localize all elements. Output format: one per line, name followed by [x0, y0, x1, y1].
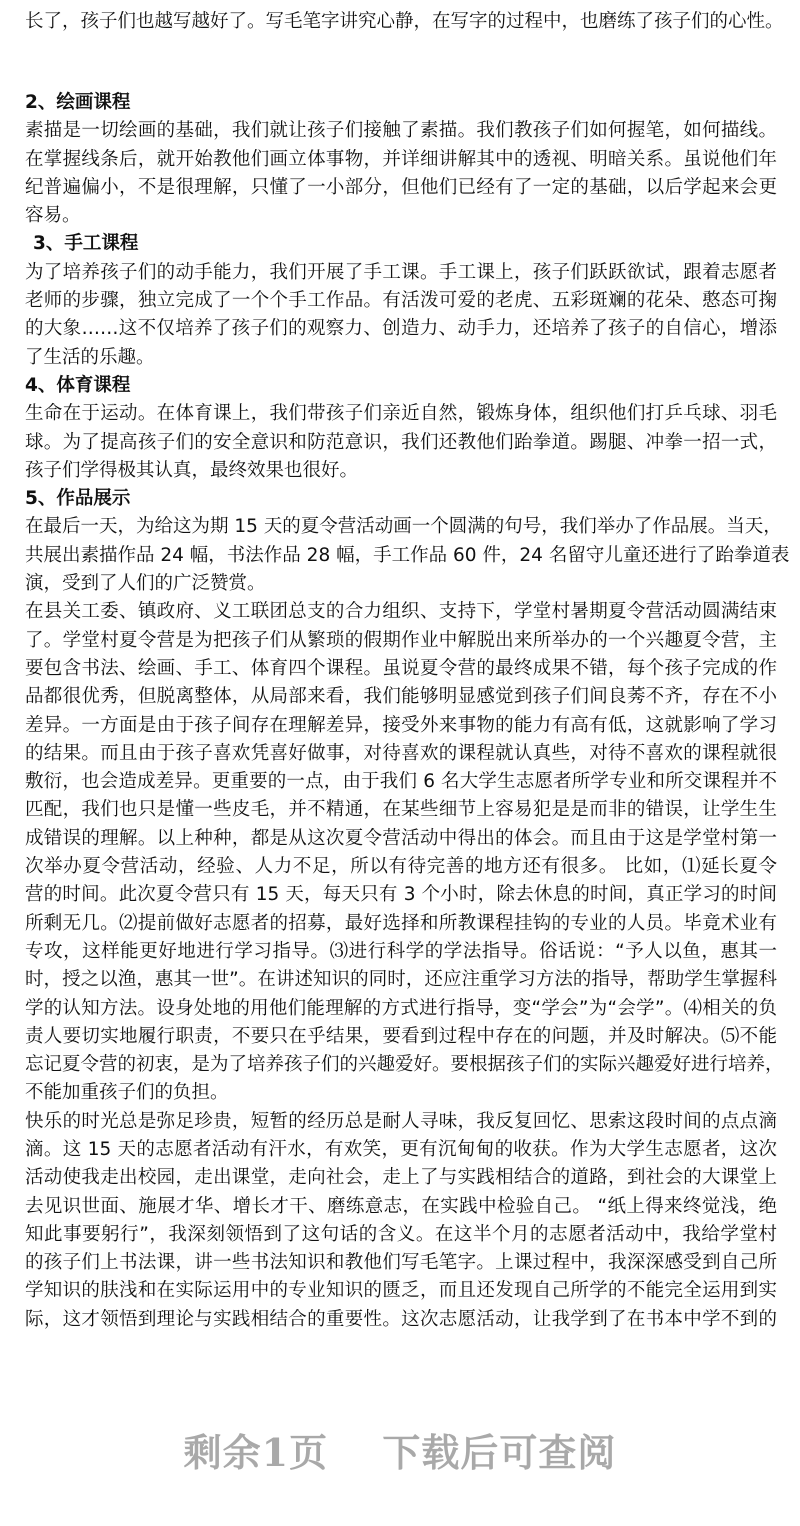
- paragraph-line: 专攻，这样能更好地进行学习指导。⑶进行科学的学法指导。俗话说：“予人以鱼，惠其一: [25, 940, 777, 962]
- paragraph-line: 学知识的肤浅和在实际运用中的专业知识的匮乏，而且还发现自己所学的不能完全运用到实: [25, 1280, 777, 1302]
- paragraph-line: 为了培养孩子们的动手能力，我们开展了手工课。手工课上，孩子们跃跃欲试，跟着志愿者: [25, 261, 777, 283]
- download-prompt[interactable]: [0, 1422, 800, 1477]
- section-heading: 4、体育课程: [25, 374, 131, 396]
- paragraph-line: 活动使我走出校园，走出课堂，走向社会，走上了与实践相结合的道路，到社会的大课堂上: [25, 1167, 777, 1189]
- paragraph-line: 的结果。而且由于孩子喜欢凭喜好做事，对待喜欢的课程就认真些，对待不喜欢的课程就很: [25, 742, 777, 764]
- document-text-line: 长了，孩子们也越写越好了。写毛笔字讲究心静，在写字的过程中，也磨练了孩子们的心性。: [25, 11, 784, 32]
- section-heading: 5、作品展示: [25, 488, 131, 510]
- paragraph-line: 忘记夏令营的初衷，是为了培养孩子们的兴趣爱好。要根据孩子们的实际兴趣爱好进行培养，: [25, 1054, 784, 1076]
- paragraph-line: 滴。这 15 天的志愿者活动有汗水，有欢笑，更有沉甸甸的收获。作为大学生志愿者，这次: [25, 1138, 777, 1160]
- section-heading: 2、绘画课程: [25, 92, 131, 113]
- paragraph-line: 的孩子们上书法课，讲一些书法知识和教他们写毛笔字。上课过程中，我深深感受到自己所: [25, 1252, 777, 1274]
- paragraph-line: 共展出素描作品 24 幅，书法作品 28 幅，手工作品 60 件，24 名留守儿童还进行了跆拳道表: [25, 544, 790, 566]
- section-heading: 3、手工课程: [33, 233, 139, 255]
- paragraph-line: 学的认知方法。设身处地的用他们能理解的方式进行指导，变“学会”为“会学”。⑷相关的负: [25, 997, 777, 1019]
- paragraph-line: 营的时间。此次夏令营只有 15 天，每天只有 3 个小时，除去休息的时间，真正学习的时间: [25, 884, 777, 906]
- paragraph-line: 敷衍，也会造成差异。更重要的一点，由于我们 6 名大学生志愿者所学专业和所交课程并不: [25, 771, 777, 793]
- paragraph-line: 球。为了提高孩子们的安全意识和防范意识，我们还教他们跆拳道。踢腿、冲拳一招一式，: [25, 431, 777, 453]
- paragraph-line: 际，这才领悟到理论与实践相结合的重要性。这次志愿活动，让我学到了在书本中学不到的: [25, 1308, 777, 1330]
- paragraph-line: 时，授之以渔，惠其一世”。在讲述知识的同时，还应注重学习方法的指导，帮助学生掌握科: [25, 969, 777, 991]
- paragraph-line: 老师的步骤，独立完成了一个个手工作品。有活泼可爱的老虎、五彩斑斓的花朵、憨态可掬: [25, 290, 777, 312]
- paragraph-line: 的大象……这不仅培养了孩子们的观察力、创造力、动手力，还培养了孩子的自信心，增添: [25, 318, 777, 340]
- paragraph-line: 了生活的乐趣。: [25, 346, 155, 368]
- paragraph-line: 所剩无几。⑵提前做好志愿者的招募，最好选择和所教课程挂钩的专业的人员。毕竟术业有: [25, 912, 777, 934]
- paragraph-line: 匹配，我们也只是懂一些皮毛，并不精通，在某些细节上容易犯是是而非的错误，让学生生: [25, 799, 777, 821]
- paragraph-line: 差异。一方面是由于孩子间存在理解差异，接受外来事物的能力有高有低，这就影响了学习: [25, 714, 777, 736]
- paragraph-line: 了。学堂村夏令营是为把孩子们从繁琐的假期作业中解脱出来所举办的一个兴趣夏令营，主: [25, 629, 777, 651]
- paragraph-line: 不能加重孩子们的负担。: [25, 1082, 229, 1104]
- paragraph-line: 在县关工委、镇政府、义工联团总支的合力组织、支持下，学堂村暑期夏令营活动圆满结束: [25, 601, 777, 623]
- paragraph-line: 成错误的理解。以上种种，都是从这次夏令营活动中得出的体会。而且由于这是学堂村第一: [25, 827, 777, 849]
- paragraph-line: 纪普遍偏小，不是很理解，只懂了一小部分，但他们已经有了一定的基础，以后学起来会更: [25, 176, 777, 198]
- paragraph-line: 容易。: [25, 205, 81, 227]
- document-body: [0, 89, 790, 1334]
- paragraph-line: 品都很优秀，但脱离整体，从局部来看，我们能够明显感觉到孩子们间良莠不齐，存在不小: [25, 686, 777, 708]
- paragraph-line: 素描是一切绘画的基础，我们就让孩子们接触了素描。我们教孩子们如何握笔，如何描线。: [25, 120, 777, 142]
- paragraph-line: 知此事要躬行”，我深刻领悟到了这句话的含义。在这半个月的志愿者活动中，我给学堂村: [25, 1223, 777, 1245]
- remaining-pages-label[interactable]: 剩余1页: [183, 1430, 329, 1475]
- paragraph-line: 要包含书法、绘画、手工、体育四个课程。虽说夏令营的最终成果不错，每个孩子完成的作: [25, 657, 777, 679]
- download-to-view-label[interactable]: 下载后可查阅: [382, 1430, 617, 1475]
- paragraph-line: 孩子们学得极其认真，最终效果也很好。: [25, 459, 359, 481]
- paragraph-line: 演，受到了人们的广泛赞赏。: [25, 573, 266, 595]
- paragraph-line: 生命在于运动。在体育课上，我们带孩子们亲近自然，锻炼身体，组织他们打乒乓球、羽毛: [25, 403, 777, 425]
- paragraph-line: 去见识世面、施展才华、增长才干、磨练意志，在实践中检验自己。 “纸上得来终觉浅，绝: [25, 1195, 777, 1217]
- paragraph-line: 在掌握线条后，就开始教他们画立体事物，并详细讲解其中的透视、明暗关系。虽说他们年: [25, 148, 777, 170]
- paragraph-line: 快乐的时光总是弥足珍贵，短暂的经历总是耐人寻味，我反复回忆、思索这段时间的点点滴: [25, 1110, 777, 1132]
- paragraph-line: 责人要切实地履行职责，不要只在乎结果，要看到过程中存在的问题，并及时解决。⑸不能: [25, 1025, 777, 1047]
- paragraph-line: 次举办夏令营活动，经验、人力不足，所以有待完善的地方还有很多。 比如，⑴延长夏令: [25, 856, 777, 878]
- paragraph-line: 在最后一天，为给这为期 15 天的夏令营活动画一个圆满的句号，我们举办了作品展。当天，: [25, 516, 782, 538]
